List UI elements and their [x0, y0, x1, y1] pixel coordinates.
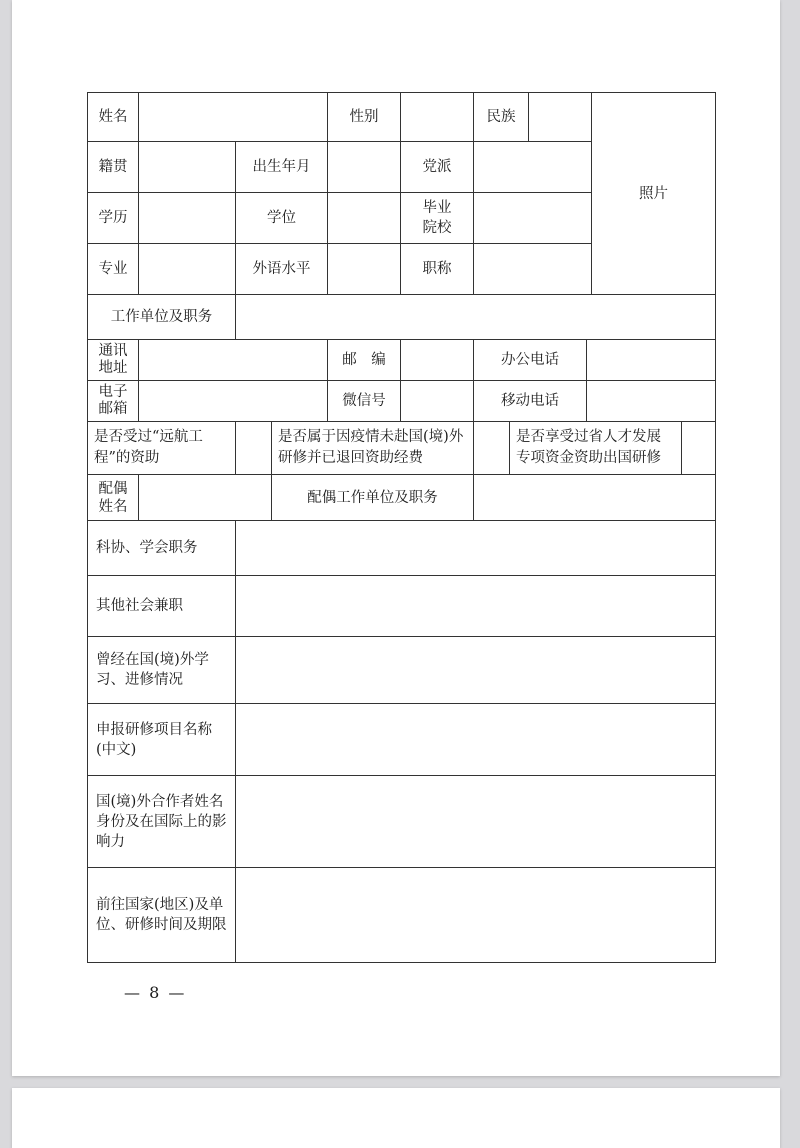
spouse-unit-field[interactable] — [473, 474, 716, 521]
work-unit-field[interactable] — [235, 294, 716, 340]
epidemic-label: 是否属于因疫情未赴国(境)外研修并已退回资助经费 — [271, 421, 474, 475]
office-phone-label: 办公电话 — [473, 339, 587, 381]
association-field[interactable] — [235, 520, 716, 576]
address-label: 通讯 地址 — [87, 339, 139, 381]
social-label: 其他社会兼职 — [87, 575, 236, 637]
partner-label: 国(境)外合作者姓名身份及在国际上的影响力 — [87, 775, 236, 868]
ethnicity-label: 民族 — [473, 92, 529, 142]
project-field[interactable] — [235, 703, 716, 776]
epidemic-field[interactable] — [473, 421, 510, 475]
talent-fund-field[interactable] — [681, 421, 716, 475]
office-phone-field[interactable] — [586, 339, 716, 381]
mobile-label: 移动电话 — [473, 380, 587, 422]
yuanhang-label: 是否受过“远航工程”的资助 — [87, 421, 236, 475]
language-field[interactable] — [327, 243, 401, 295]
gender-label: 性别 — [327, 92, 401, 142]
project-label: 申报研修项目名称(中文) — [87, 703, 236, 776]
email-field[interactable] — [138, 380, 328, 422]
partner-field[interactable] — [235, 775, 716, 868]
email-label: 电子 邮箱 — [87, 380, 139, 422]
photo-area[interactable]: 照片 — [591, 92, 716, 295]
ethnicity-field[interactable] — [528, 92, 592, 142]
degree-label: 学位 — [235, 192, 328, 244]
spouse-unit-label: 配偶工作单位及职务 — [271, 474, 474, 521]
major-label: 专业 — [87, 243, 139, 295]
birth-label: 出生年月 — [235, 141, 328, 193]
party-label: 党派 — [400, 141, 474, 193]
name-label: 姓名 — [87, 92, 139, 142]
postcode-field[interactable] — [400, 339, 474, 381]
title-label: 职称 — [400, 243, 474, 295]
yuanhang-field[interactable] — [235, 421, 272, 475]
mobile-field[interactable] — [586, 380, 716, 422]
education-field[interactable] — [138, 192, 236, 244]
name-field[interactable] — [138, 92, 328, 142]
school-label: 毕业 院校 — [400, 192, 474, 244]
degree-field[interactable] — [327, 192, 401, 244]
abroad-study-label: 曾经在国(境)外学习、进修情况 — [87, 636, 236, 704]
wechat-field[interactable] — [400, 380, 474, 422]
language-label: 外语水平 — [235, 243, 328, 295]
social-field[interactable] — [235, 575, 716, 637]
abroad-study-field[interactable] — [235, 636, 716, 704]
postcode-label: 邮 编 — [327, 339, 401, 381]
native-place-field[interactable] — [138, 141, 236, 193]
association-label: 科协、学会职务 — [87, 520, 236, 576]
work-unit-label: 工作单位及职务 — [87, 294, 236, 340]
destination-field[interactable] — [235, 867, 716, 963]
document-page — [12, 0, 780, 1076]
talent-fund-label: 是否享受过省人才发展专项资金资助出国研修 — [509, 421, 682, 475]
title-field[interactable] — [473, 243, 592, 295]
address-field[interactable] — [138, 339, 328, 381]
party-field[interactable] — [473, 141, 592, 193]
education-label: 学历 — [87, 192, 139, 244]
native-place-label: 籍贯 — [87, 141, 139, 193]
birth-field[interactable] — [327, 141, 401, 193]
spouse-name-field[interactable] — [138, 474, 272, 521]
major-field[interactable] — [138, 243, 236, 295]
wechat-label: 微信号 — [327, 380, 401, 422]
next-page — [12, 1088, 780, 1148]
gender-field[interactable] — [400, 92, 474, 142]
spouse-name-label: 配偶 姓名 — [87, 474, 139, 521]
destination-label: 前往国家(地区)及单位、研修时间及期限 — [87, 867, 236, 963]
school-field[interactable] — [473, 192, 592, 244]
page-number: — 8 — — [124, 983, 187, 1002]
